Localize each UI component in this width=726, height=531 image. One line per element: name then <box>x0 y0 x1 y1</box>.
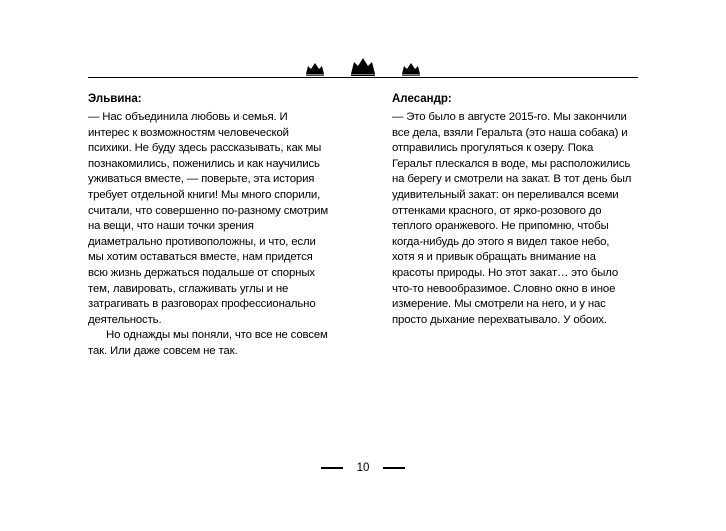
footer-dash-left-icon <box>321 467 343 469</box>
crown-ornament-icon <box>346 57 380 77</box>
speaker-name-left: Эльвина: <box>88 93 142 105</box>
column-right <box>392 92 634 328</box>
column-left <box>88 92 330 360</box>
footer-dash-right-icon <box>383 467 405 469</box>
header-divider <box>88 77 638 78</box>
header-ornament-group <box>88 55 638 77</box>
crown-ornament-icon <box>398 61 424 77</box>
speaker-name-right: Алесандр: <box>392 93 452 105</box>
paragraph: — Это было в августе 2015-го. Мы закончили все дела, взяли Геральта (это наша собака) и отправились прогуляться к озеру. Пока Геральт плескался в воде, мы расположились на берегу и смотрели на закат. В тот день был удивительный закат: он переливался всеми оттенками красного, от ярко-розового до теплого оранжевого. Не припомню, чтобы когда-нибудь до этого я видел такое небо, хотя я и привык обращать внимание на красоты природы. Но этот закат… это было что-то невообразимое. Словно окно в иное измерение. Мы смотрели на него, и у нас просто дыхание перехватывало. У обоих. <box>392 111 632 326</box>
paragraph: — Нас объединила любовь и семья. И интерес к возможностям человеческой психики. Не буду здесь рассказывать, как мы познакомились, поженились и как научились уживаться вместе, — поверьте, эта история требует отдельной книги! Мы много спорили, считали, что совершенно по-разному смотрим на вещи, что наши точки зрения диаметрально противоположны, и что, если мы хотим оставаться вместе, нам придется всю жизнь держаться подальше от спорных тем, лавировать, сглаживать углы и не затрагивать в разговорах профессионально деятельность. <box>88 111 329 326</box>
page-number: 10 <box>356 462 370 474</box>
page-footer <box>88 458 638 478</box>
paragraph: Но однажды мы поняли, что все не совсем так. Или даже совсем не так. <box>88 329 328 357</box>
crown-ornament-icon <box>302 61 328 77</box>
page-header <box>88 55 638 81</box>
page-body <box>88 92 640 422</box>
